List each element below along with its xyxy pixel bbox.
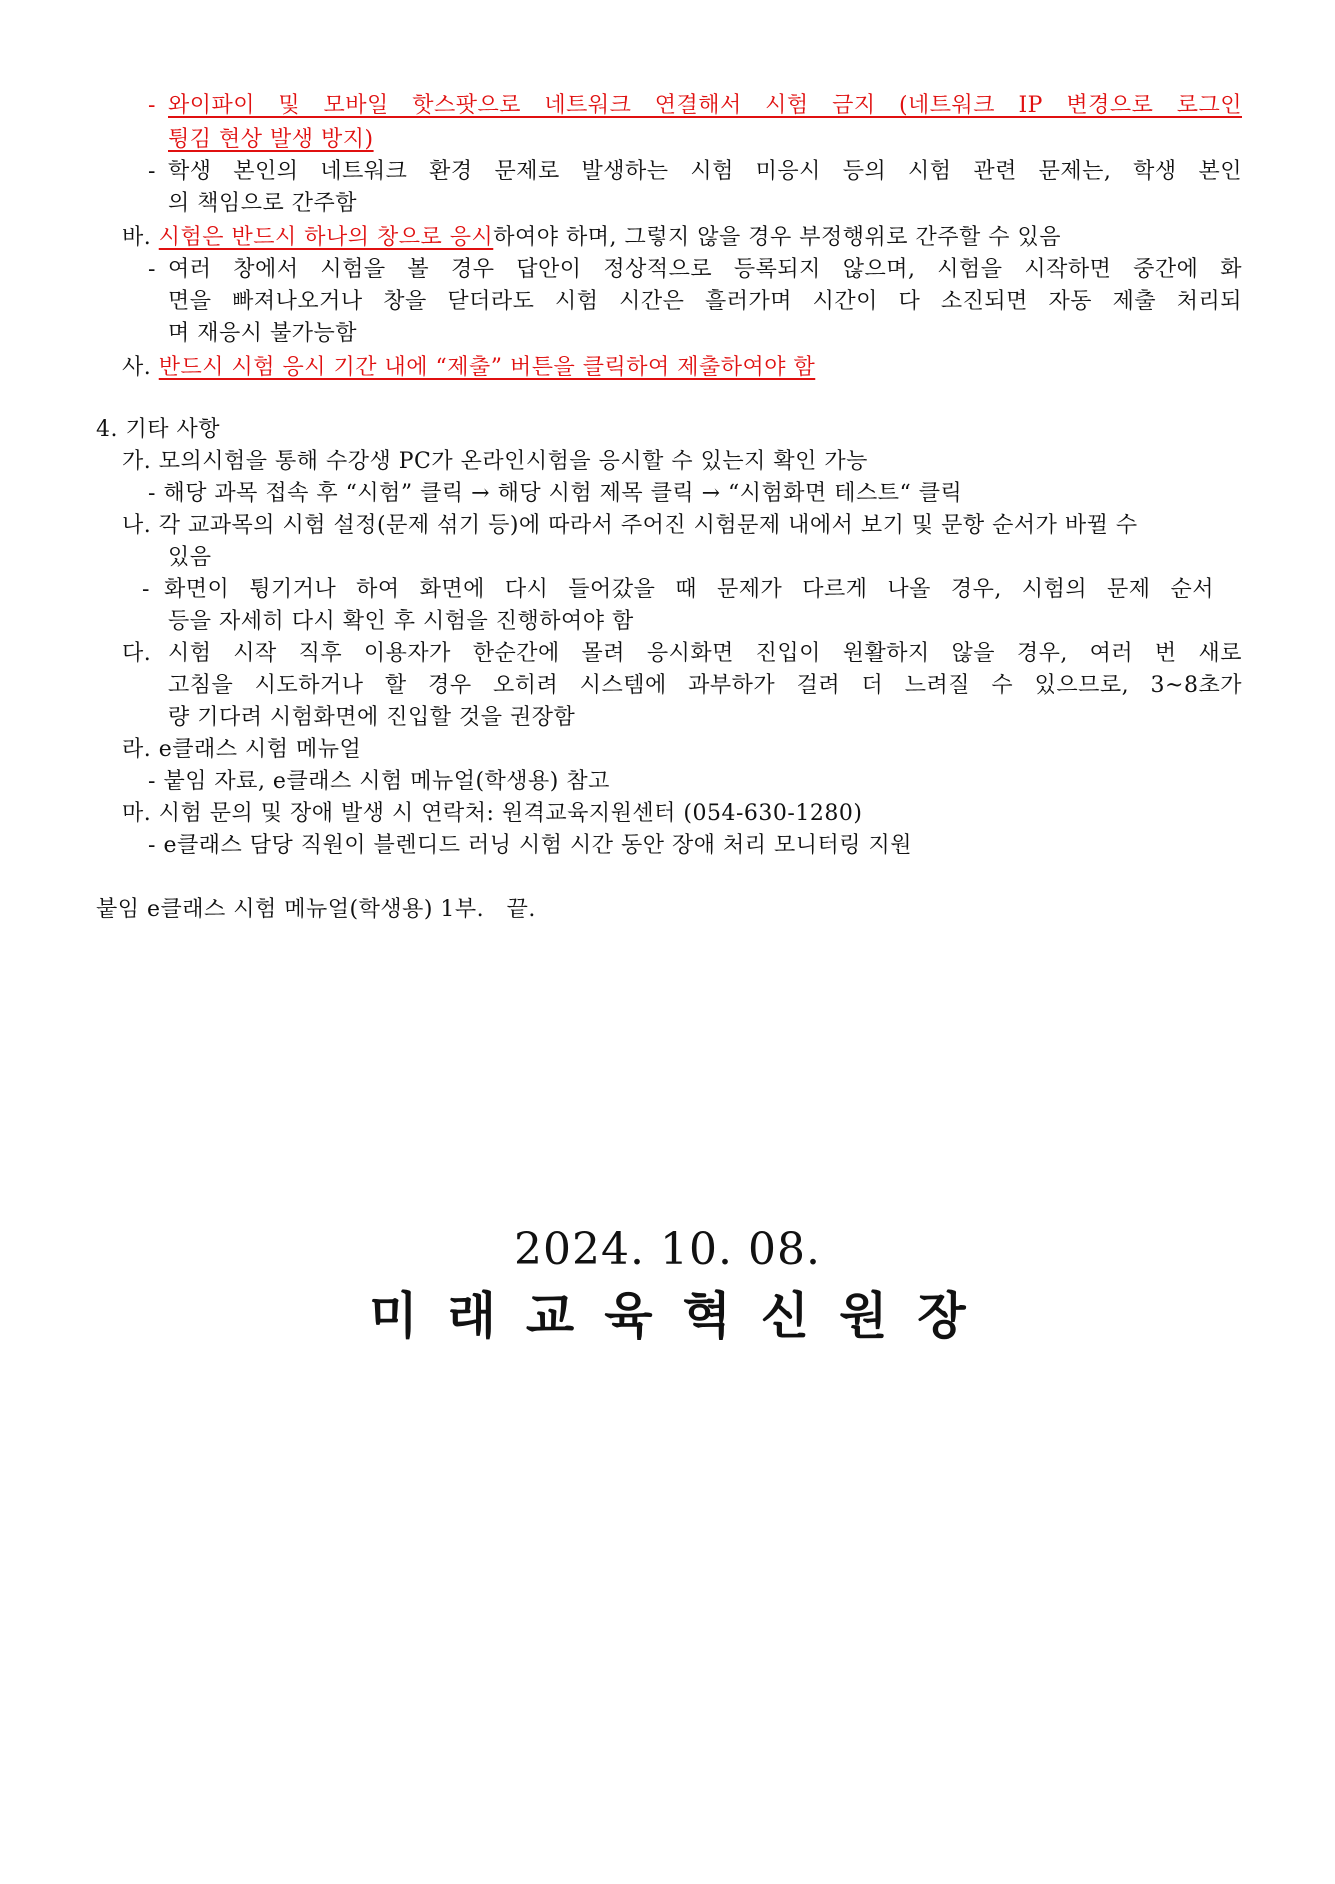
item-red-text: 반드시 시험 응시 기간 내에 “제출” 버튼을 클릭하여 제출하여야 함 (158, 355, 816, 380)
item-line (148, 156, 156, 188)
item-marker: 다. (122, 641, 152, 666)
item-marker: 라. (122, 737, 152, 762)
item-text: 시험 시작 직후 이용자가 한순간에 몰려 응시화면 진입이 원활하지 않을 경우, 여러 번 새로 (168, 641, 1242, 666)
item-marker: 사. (122, 355, 152, 380)
attachment-text: 붙임 e클래스 시험 메뉴얼(학생용) 1부. (96, 897, 485, 922)
item-text: 하여야 하며, 그렇지 않을 경우 부정행위로 간주할 수 있음 (493, 225, 1062, 250)
item-text: 량 기다려 시험화면에 진입할 것을 권장함 (168, 705, 576, 730)
item-marker: - (148, 257, 156, 282)
item-line (122, 352, 815, 384)
item-text: 학생 본인의 네트워크 환경 문제로 발생하는 시험 미응시 등의 시험 관련 문제는, 학생 본인 (168, 159, 1242, 184)
item-text: 화면이 튕기거나 하여 화면에 다시 들어갔을 때 문제가 다르게 나올 경우, 시험의 문제 순서 (164, 577, 1214, 602)
item-line: 나. 각 교과목의 시험 설정(문제 섞기 등)에 따라서 주어진 시험문제 내에서 보기 및 문항 순서가 바뀔 수 (122, 513, 1138, 538)
item-line (142, 574, 150, 606)
item-line: 라. e클래스 시험 메뉴얼 (122, 737, 362, 762)
issuing-organization: 미래교육혁신원장 (369, 1287, 996, 1345)
item-text: 있음 (168, 545, 212, 570)
item-marker: - (148, 93, 156, 118)
item-text: 여러 창에서 시험을 볼 경우 답안이 정상적으로 등록되지 않으며, 시험을 시작하면 중간에 화 (168, 257, 1242, 282)
item-line: 가. 모의시험을 통해 수강생 PC가 온라인시험을 응시할 수 있는지 확인 가능 (122, 449, 868, 474)
item-marker: - (142, 577, 150, 602)
item-text: 고침을 시도하거나 할 경우 오히려 시스템에 과부하가 걸려 더 느려질 수 있으므로, 3~8초가 (168, 673, 1242, 698)
item-marker: - (148, 159, 156, 184)
item-red-text: 시험은 반드시 하나의 창으로 응시 (158, 225, 494, 250)
item-line: - e클래스 담당 직원이 블렌디드 러닝 시험 시간 동안 장애 처리 모니터링 지원 (148, 833, 912, 858)
item-marker: 바. (122, 225, 152, 250)
item-line: - 해당 과목 접속 후 “시험” 클릭 → 해당 시험 제목 클릭 → “시험화면 테스트“ 클릭 (148, 481, 963, 506)
item-text: 면을 빠져나오거나 창을 닫더라도 시험 시간은 흘러가며 시간이 다 소진되면 자동 제출 처리되 (168, 289, 1242, 314)
item-line (122, 638, 151, 670)
item-marker: - (148, 769, 156, 794)
item-line (148, 90, 156, 122)
item-text-red: 튕김 현상 발생 방지) (168, 127, 374, 152)
item-marker: 나. (122, 513, 152, 538)
item-line (122, 222, 1061, 254)
item-marker: 마. (122, 801, 152, 826)
item-line: - 붙임 자료, e클래스 시험 메뉴얼(학생용) 참고 (148, 769, 610, 794)
item-text: 의 책임으로 간주함 (168, 191, 358, 216)
section-heading: 4. 기타 사항 (96, 417, 221, 442)
item-text: 등을 자세히 다시 확인 후 시험을 진행하여야 함 (168, 609, 634, 634)
item-marker: 가. (122, 449, 152, 474)
item-line: 마. 시험 문의 및 장애 발생 시 연락처: 원격교육지원센터 (054-630-1280) (122, 801, 863, 826)
item-text-red: 와이파이 및 모바일 핫스팟으로 네트워크 연결해서 시험 금지 (네트워크 IP 변경으로 로그인 (168, 93, 1242, 118)
item-marker: - (148, 481, 156, 506)
item-marker: - (148, 833, 156, 858)
item-text: 며 재응시 불가능함 (168, 321, 358, 346)
document-date: 2024. 10. 08. (514, 1224, 821, 1275)
item-line (148, 254, 156, 286)
attachment-note (96, 894, 536, 926)
end-mark: 끝. (506, 897, 536, 922)
